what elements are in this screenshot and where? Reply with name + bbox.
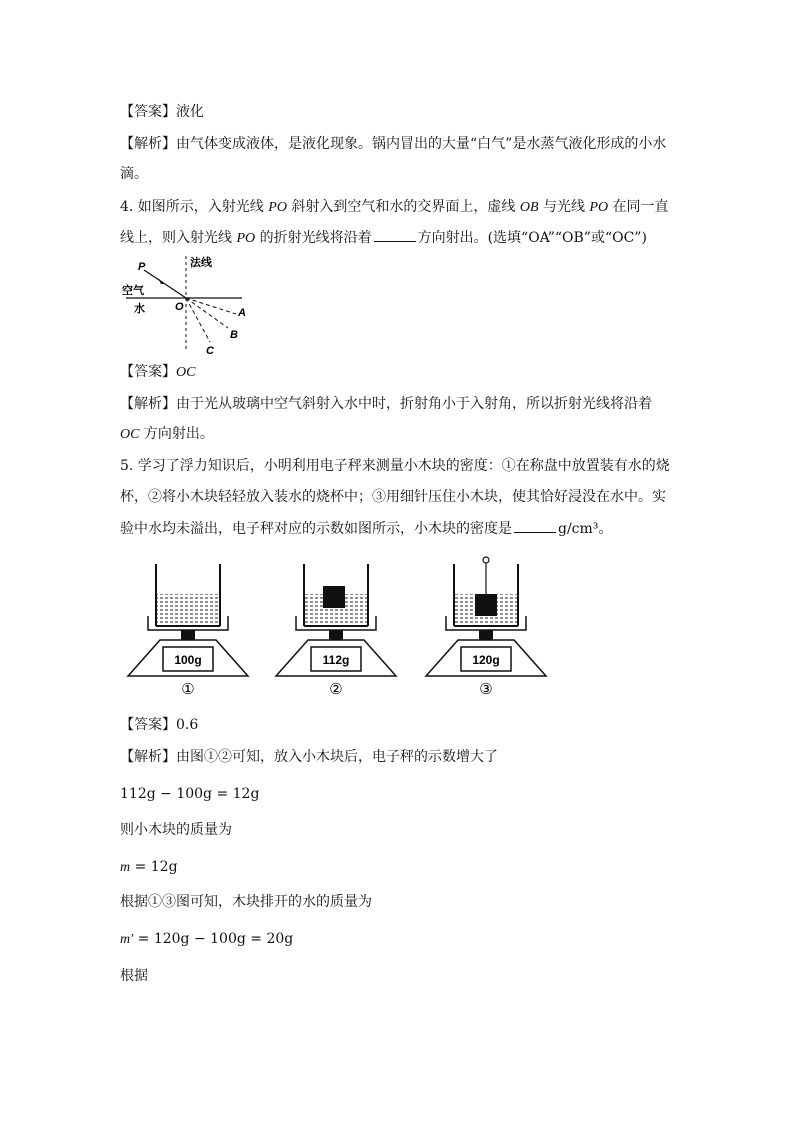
scale-3 (426, 557, 546, 698)
q3-analysis-line-2: 滴。 (120, 166, 148, 182)
label-normal: 法线 (190, 257, 212, 269)
label-water: 水 (134, 303, 145, 315)
q4-answer-line (120, 362, 195, 383)
label-c: C (206, 345, 214, 357)
label-o: O (175, 301, 184, 313)
q4-analysis-text-2: 方向射出。 (139, 426, 214, 442)
q5-answer-line (120, 715, 198, 735)
q4-text: 与光线 (538, 199, 590, 215)
q3-answer-line (120, 102, 204, 122)
eq2-rest: = 12g (130, 859, 178, 875)
q4-var-po: PO (236, 231, 256, 246)
q4-var-oc: OC (120, 427, 140, 442)
q4-line-1 (120, 197, 669, 218)
q4-text: 线上，则入射光线 (120, 230, 237, 246)
q4-answer: OC (176, 365, 196, 380)
label-a: A (238, 307, 246, 319)
q4-text: 在同一直 (608, 199, 669, 215)
wood-block-2 (323, 586, 345, 608)
analysis-tag: 【解析】 (120, 396, 176, 412)
answer-tag: 【答案】 (120, 104, 176, 120)
answer-tag: 【答案】 (120, 717, 176, 733)
q4-line-2 (120, 228, 647, 249)
label-3: ③ (479, 681, 493, 698)
q4-analysis-line-2 (120, 424, 214, 445)
label-air: 空气 (122, 285, 144, 297)
q4-text: 4. 如图所示，入射光线 (120, 199, 269, 215)
q5-answer: 0.6 (176, 717, 199, 733)
q5-line-3 (120, 519, 612, 539)
q3-answer: 液化 (176, 104, 204, 120)
q5-line-2: 杯，②将小木块轻轻放入装水的烧杯中；③用细针压住小木块，使其恰好浸没在水中。实 (120, 489, 666, 505)
q4-var-po: PO (268, 200, 287, 215)
arrow-icon (158, 278, 164, 284)
scales-figure (120, 552, 560, 702)
q4-answer-blank (374, 229, 416, 242)
scale-1 (128, 564, 248, 698)
incident-ray (144, 270, 186, 298)
ray-ob (186, 298, 228, 328)
q5-text: 验中水均未溢出，电子秤对应的示数如图所示，小木块的密度是 (120, 521, 512, 537)
water-1 (157, 594, 219, 626)
q5-analysis-text-1: 由图①②可知，放入小木块后，电子秤的示数增大了 (176, 749, 498, 765)
q5-text: g/cm³。 (558, 521, 613, 537)
q5-analysis-line-1 (120, 747, 498, 767)
q4-text: 的折射光线将沿着 (255, 230, 372, 246)
q5-equation-3 (120, 929, 293, 950)
var-m: m (120, 860, 131, 875)
q5-text-2: 则小木块的质量为 (120, 822, 232, 838)
q5-equation-2 (120, 857, 178, 878)
analysis-tag: 【解析】 (120, 749, 176, 765)
label-p: P (138, 261, 146, 273)
q5-equation-1: 112g − 100g = 12g (120, 786, 260, 802)
scale-2 (276, 564, 396, 698)
analysis-tag: 【解析】 (120, 136, 176, 152)
q5-line-1: 5. 学习了浮力知识后，小明利用电子秤来测量小木块的密度：①在称盘中放置装有水的烧 (120, 458, 670, 474)
label-1: ① (181, 681, 195, 698)
wood-block-3 (475, 594, 497, 616)
q4-var-ob: OB (519, 200, 539, 215)
q5-text-3: 根据①③图可知，木块排开的水的质量为 (120, 894, 372, 910)
reading-2: 112g (322, 653, 350, 667)
label-b: B (230, 329, 238, 341)
reading-1: 100g (174, 653, 202, 667)
q4-text: 斜射入到空气和水的交界面上，虚线 (286, 199, 520, 215)
var-m-prime: m′ (120, 932, 134, 947)
reading-3: 120g (472, 653, 500, 667)
q3-analysis-text-1: 由气体变成液体，是液化现象。锅内冒出的大量“白气”是水蒸气液化形成的小水 (176, 136, 667, 152)
answer-tag: 【答案】 (120, 364, 176, 380)
q4-text: 方向射出。(选填“OA”“OB”或“OC”) (417, 230, 647, 246)
eq3-rest: = 120g − 100g = 20g (133, 931, 294, 947)
q4-analysis-text-1: 由于光从玻璃中空气斜射入水中时，折射角小于入射角，所以折射光线将沿着 (176, 396, 652, 412)
q5-text-4: 根据 (120, 968, 148, 984)
q3-analysis-line-1 (120, 134, 666, 154)
q4-analysis-line-1 (120, 394, 652, 414)
label-2: ② (329, 681, 343, 698)
q4-var-po: PO (589, 200, 609, 215)
q5-answer-blank (514, 520, 556, 533)
refraction-diagram (118, 254, 258, 358)
